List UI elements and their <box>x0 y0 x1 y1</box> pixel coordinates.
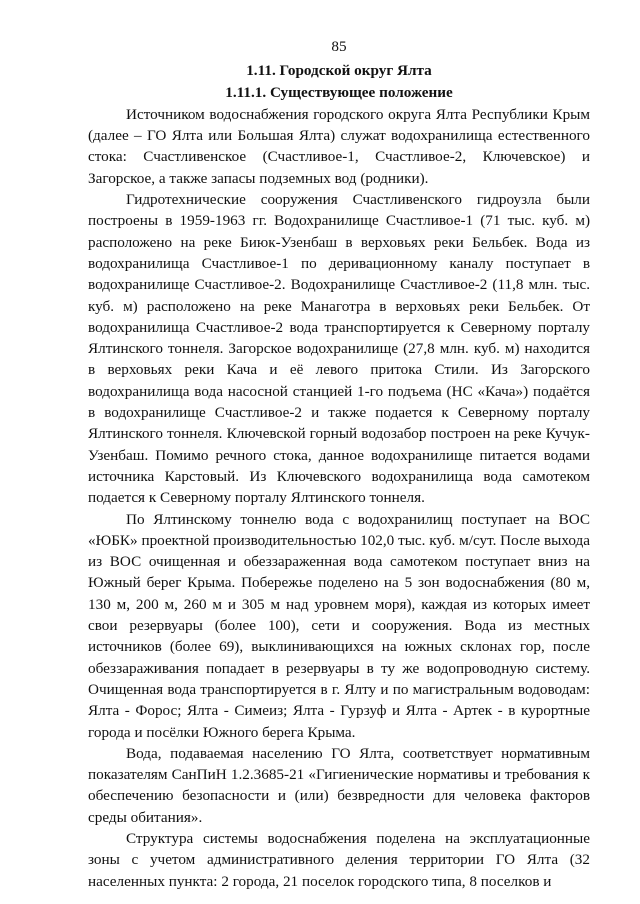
subsection-title: 1.11.1. Существующее положение <box>225 83 453 101</box>
paragraph-supply-structure: Структура системы водоснабжения поделена на эксплуатационные зоны с учетом административного деления территории ГО Ялта (32 населенных пункта: 2 города, 21 поселок городского типа, 8 поселков и <box>88 829 590 890</box>
page-number: 85 <box>331 38 347 55</box>
paragraph-yalta-tunnel: По Ялтинскому тоннелю вода с водохранилищ поступает на ВОС «ЮБК» проектной производительностью 102,0 тыс. куб. м/сут. После выхода из ВОС очищенная и обеззараженная вода самотеком поступает вниз на Южный берег Крыма. Побережье поделено на 5 зон водоснабжения (80 м, 130 м, 200 м, 260 м и 305 м над уровнем моря), каждая из которых имеет свои резервуары (более 100), сети и сооружения. Вода из местных источников (более 69), выклинивающихся на южных склонах гор, после обеззараживания попадает в резервуары в ту же водопроводную систему. Очищенная вода транспортируется в г. Ялту и по магистральным водоводам: Ялта - Форос; Ялта - Симеиз; Ялта - Гурзуф и Ялта - Артек - в курортные города и посёлки Южного берега Крыма. <box>88 510 590 741</box>
paragraph-water-sources: Источником водоснабжения городского округа Ялта Республики Крым (далее – ГО Ялта или Большая Ялта) служат водохранилища естественного стока: Счастливенское (Счастливое-1, Счастливое-2, Ключевское) и Загорское, а также запасы подземных вод (родники). <box>88 105 590 187</box>
paragraph-water-quality: Вода, подаваемая населению ГО Ялта, соответствует нормативным показателям СанПиН 1.2.3685-21 «Гигиенические нормативы и требования к обеспечению безопасности и (или) безвредности для человека факторов среды обитания». <box>88 744 590 826</box>
section-title: 1.11. Городской округ Ялта <box>246 62 432 80</box>
paragraph-hydraulic-structures: Гидротехнические сооружения Счастливенского гидроузла были построены в 1959-1963 гг. Водохранилище Счастливое-1 (71 тыс. куб. м) расположено на реке Биюк-Узенбаш в верховьях реки Бельбек. Вода из водохранилища Счастливое-1 по деривационному каналу поступает в водохранилище Счастливое-2. Водохранилище Счастливое-2 (11,8 млн. тыс. куб. м) расположено на реке Манаготра в верховьях реки Бельбек. От водохранилища Счастливое-2 вода транспортируется к Северному порталу Ялтинского тоннеля. Загорское водохранилище (27,8 млн. куб. м) находится в верховьях реки Кача и её левого притока Стили. Из Загорского водохранилища вода насосной станцией 1-го подъема (НС «Кача») подаётся в водохранилище Счастливое-2 и также подается к Северному порталу Ялтинского тоннеля. Ключевской горный водозабор построен на реке Кучук-Узенбаш. Помимо речного стока, данное водохранилище питается водами источника Карстовый. Из Ключевского водохранилища вода самотеком подается к Северному порталу Ялтинского тоннеля. <box>88 191 590 507</box>
